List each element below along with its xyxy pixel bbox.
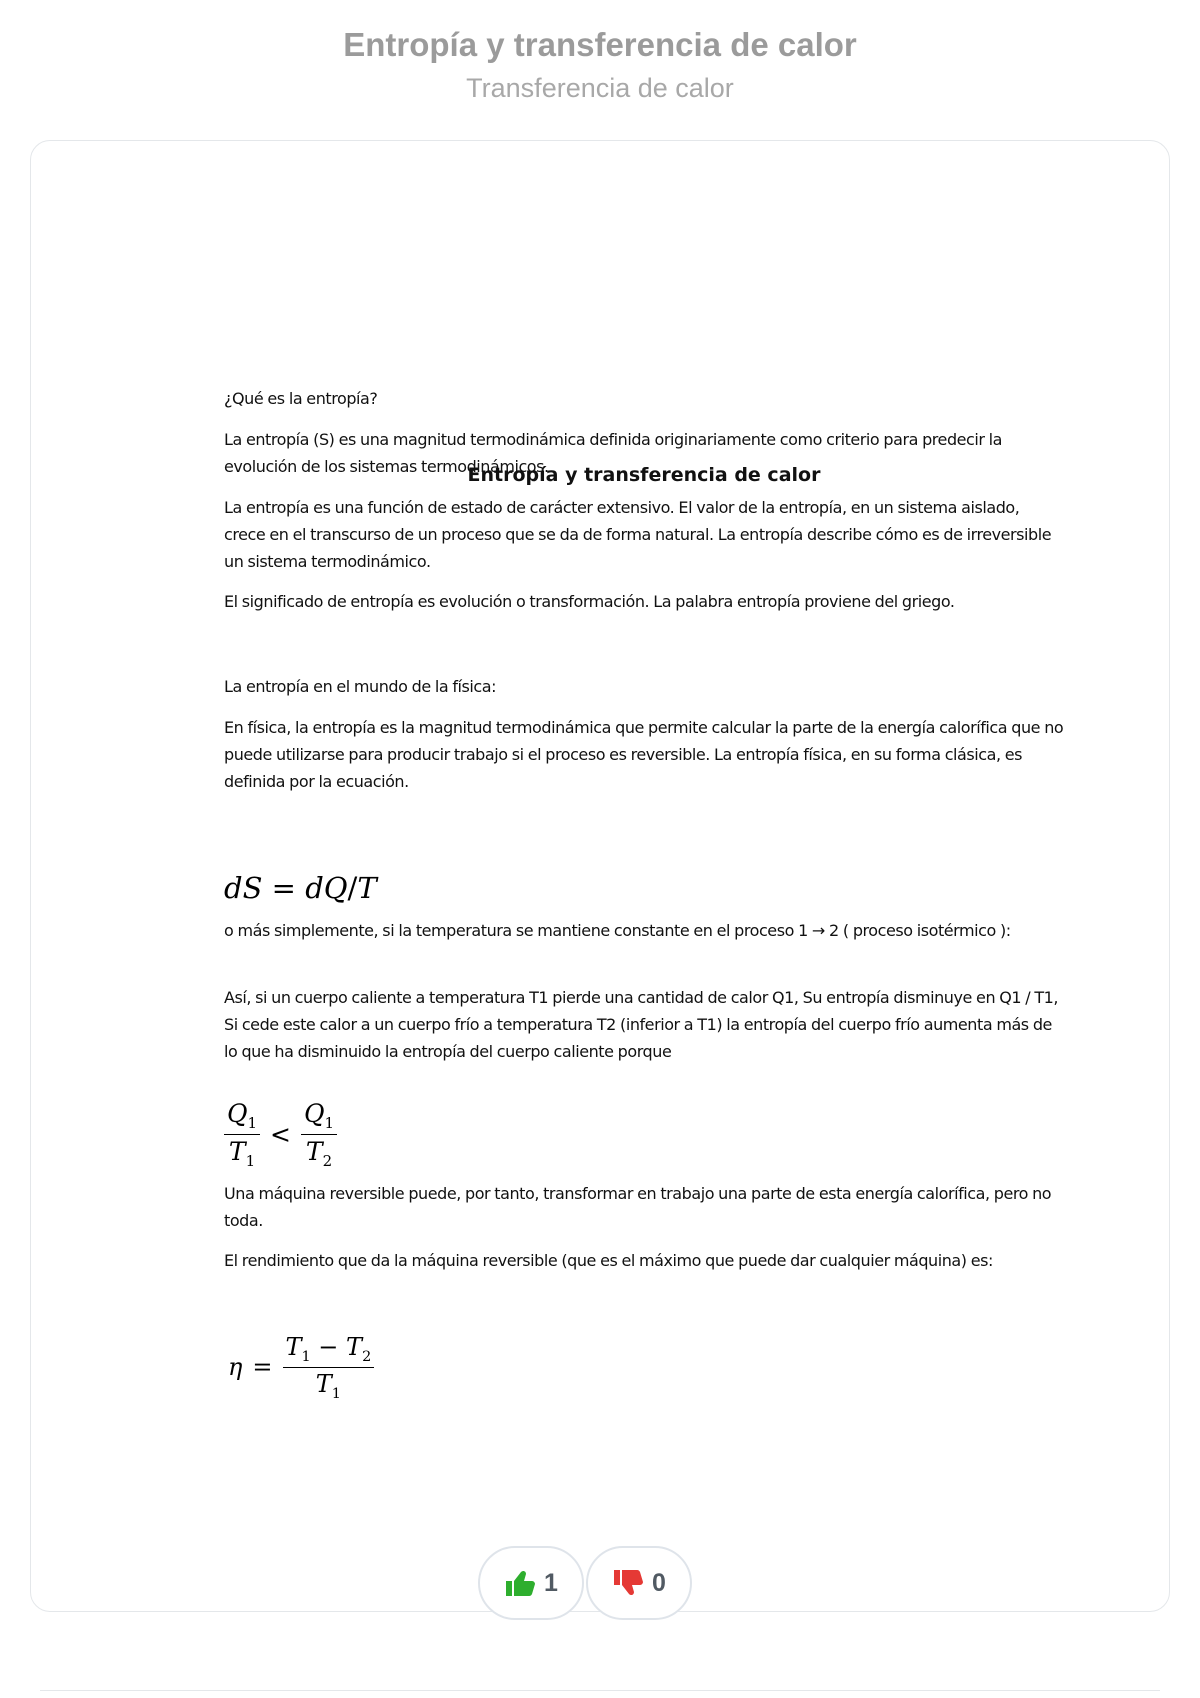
document-card	[30, 140, 1170, 1612]
divider	[40, 1690, 1160, 1691]
vote-controls	[478, 1546, 698, 1622]
page-subtitle: Transferencia de calor	[466, 73, 734, 103]
paragraph: La entropía (S) es una magnitud termodinámica definida originariamente como criterio para predecir la evolución de los sistemas termodinámicos.	[224, 430, 1002, 476]
downvote-count: 0	[652, 1568, 666, 1597]
page-header	[0, 22, 1200, 108]
paragraph: Así, si un cuerpo caliente a temperatura T1 pierde una cantidad de calor Q1, Su entropía disminuye en Q1 / T1, Si cede este calor a un cuerpo frío a temperatura T2 (inferior a T1) la entropía del cuerpo frío aumenta más de lo que ha disminuido la entropía del cuerpo caliente porque	[224, 988, 1059, 1061]
page-title: Entropía y transferencia de calor	[343, 26, 857, 63]
entropy-equation: dS = dQ/T	[224, 871, 377, 905]
downvote-button[interactable]	[586, 1546, 692, 1620]
inequality-equation: $\frac{Q_1}{T_1}$ < $\frac{Q_1}{T_2}$	[224, 1099, 337, 1170]
upvote-button[interactable]	[478, 1546, 584, 1620]
paragraph: En física, la entropía es la magnitud termodinámica que permite calcular la parte de la energía calorífica que no puede utilizarse para producir trabajo si el proceso es reversible. La entropía física, en su forma clásica, es definida por la ecuación.	[224, 718, 1064, 791]
section-heading: La entropía en el mundo de la física:	[224, 677, 497, 696]
question-heading: ¿Qué es la entropía?	[224, 389, 378, 408]
paragraph: El significado de entropía es evolución o transformación. La palabra entropía proviene del griego.	[224, 592, 955, 611]
document-title: Entropía y transferencia de calor	[467, 464, 821, 486]
thumbs-up-icon	[504, 1569, 536, 1597]
efficiency-equation: η = $\frac{T_1 - T_2}{T_1}$	[228, 1333, 374, 1402]
upvote-count: 1	[544, 1568, 558, 1597]
thumbs-down-icon	[612, 1569, 644, 1597]
paragraph: Una máquina reversible puede, por tanto, transformar en trabajo una parte de esta energía calorífica, pero no toda.	[224, 1184, 1052, 1230]
paragraph: o más simplemente, si la temperatura se mantiene constante en el proceso 1 → 2 ( proceso isotérmico ):	[224, 921, 1011, 940]
paragraph: El rendimiento que da la máquina reversible (que es el máximo que puede dar cualquier máquina) es:	[224, 1251, 993, 1270]
paragraph: La entropía es una función de estado de carácter extensivo. El valor de la entropía, en un sistema aislado, crece en el transcurso de un proceso que se da de forma natural. La entropía describe cómo es de irreversible un sistema termodinámico.	[224, 498, 1052, 571]
